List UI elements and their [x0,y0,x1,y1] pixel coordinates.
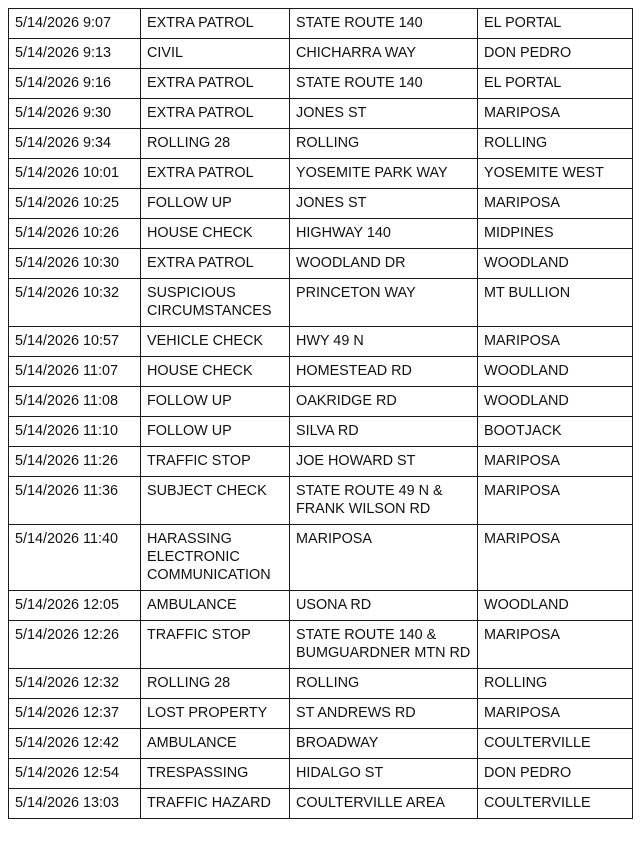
incident-datetime-cell: 5/14/2026 11:36 [9,477,141,525]
incident-type-cell: TRESPASSING [141,759,290,789]
incident-location-cell: CHICHARRA WAY [290,39,478,69]
table-row [9,9,633,39]
incident-type-cell: HARASSING ELECTRONIC COMMUNICATION [141,525,290,591]
incident-location-cell: JONES ST [290,99,478,129]
incident-city-cell: MARIPOSA [478,189,633,219]
incident-city-cell: MT BULLION [478,279,633,327]
incident-location-cell: STATE ROUTE 140 [290,69,478,99]
incident-location-cell: SILVA RD [290,417,478,447]
incident-city-cell: MARIPOSA [478,447,633,477]
incident-datetime-cell: 5/14/2026 10:32 [9,279,141,327]
table-row [9,279,633,327]
incident-type-cell: TRAFFIC HAZARD [141,789,290,819]
incident-type-cell: TRAFFIC STOP [141,621,290,669]
incident-type-cell: EXTRA PATROL [141,249,290,279]
incident-location-cell: BROADWAY [290,729,478,759]
incident-type-cell: CIVIL [141,39,290,69]
incident-location-cell: HIDALGO ST [290,759,478,789]
incident-city-cell: EL PORTAL [478,9,633,39]
incident-datetime-cell: 5/14/2026 11:40 [9,525,141,591]
incident-datetime-cell: 5/14/2026 12:42 [9,729,141,759]
incident-location-cell: OAKRIDGE RD [290,387,478,417]
table-row [9,621,633,669]
table-row [9,357,633,387]
incident-datetime-cell: 5/14/2026 9:30 [9,99,141,129]
table-row [9,69,633,99]
incident-log-body [9,9,633,819]
incident-type-cell: TRAFFIC STOP [141,447,290,477]
incident-city-cell: MIDPINES [478,219,633,249]
table-row [9,789,633,819]
incident-city-cell: MARIPOSA [478,699,633,729]
incident-city-cell: EL PORTAL [478,69,633,99]
incident-location-cell: STATE ROUTE 140 [290,9,478,39]
table-row [9,417,633,447]
incident-datetime-cell: 5/14/2026 11:07 [9,357,141,387]
incident-city-cell: ROLLING [478,669,633,699]
table-row [9,699,633,729]
incident-location-cell: HWY 49 N [290,327,478,357]
table-row [9,219,633,249]
incident-location-cell: MARIPOSA [290,525,478,591]
incident-city-cell: WOODLAND [478,249,633,279]
table-row [9,159,633,189]
incident-location-cell: STATE ROUTE 140 & BUMGUARDNER MTN RD [290,621,478,669]
incident-type-cell: HOUSE CHECK [141,219,290,249]
incident-type-cell: LOST PROPERTY [141,699,290,729]
incident-type-cell: FOLLOW UP [141,189,290,219]
incident-datetime-cell: 5/14/2026 10:01 [9,159,141,189]
incident-datetime-cell: 5/14/2026 12:54 [9,759,141,789]
table-row [9,189,633,219]
table-row [9,39,633,69]
incident-datetime-cell: 5/14/2026 10:57 [9,327,141,357]
table-row [9,759,633,789]
incident-type-cell: EXTRA PATROL [141,159,290,189]
incident-city-cell: YOSEMITE WEST [478,159,633,189]
incident-datetime-cell: 5/14/2026 10:25 [9,189,141,219]
incident-datetime-cell: 5/14/2026 12:05 [9,591,141,621]
incident-datetime-cell: 5/14/2026 10:30 [9,249,141,279]
incident-location-cell: YOSEMITE PARK WAY [290,159,478,189]
incident-datetime-cell: 5/14/2026 9:07 [9,9,141,39]
incident-location-cell: PRINCETON WAY [290,279,478,327]
table-row [9,249,633,279]
incident-type-cell: HOUSE CHECK [141,357,290,387]
incident-location-cell: HOMESTEAD RD [290,357,478,387]
incident-location-cell: HIGHWAY 140 [290,219,478,249]
incident-city-cell: DON PEDRO [478,759,633,789]
incident-city-cell: MARIPOSA [478,99,633,129]
incident-city-cell: COULTERVILLE [478,789,633,819]
table-row [9,525,633,591]
incident-city-cell: WOODLAND [478,591,633,621]
incident-city-cell: WOODLAND [478,357,633,387]
incident-type-cell: EXTRA PATROL [141,9,290,39]
incident-datetime-cell: 5/14/2026 13:03 [9,789,141,819]
table-row [9,591,633,621]
incident-city-cell: MARIPOSA [478,525,633,591]
incident-datetime-cell: 5/14/2026 9:13 [9,39,141,69]
incident-type-cell: EXTRA PATROL [141,99,290,129]
incident-type-cell: AMBULANCE [141,729,290,759]
incident-type-cell: EXTRA PATROL [141,69,290,99]
table-row [9,327,633,357]
incident-city-cell: MARIPOSA [478,477,633,525]
incident-location-cell: COULTERVILLE AREA [290,789,478,819]
incident-datetime-cell: 5/14/2026 11:10 [9,417,141,447]
table-row [9,729,633,759]
incident-datetime-cell: 5/14/2026 12:32 [9,669,141,699]
incident-location-cell: WOODLAND DR [290,249,478,279]
incident-datetime-cell: 5/14/2026 11:26 [9,447,141,477]
incident-location-cell: ROLLING [290,129,478,159]
table-row [9,129,633,159]
incident-type-cell: ROLLING 28 [141,129,290,159]
table-row [9,99,633,129]
table-row [9,669,633,699]
incident-datetime-cell: 5/14/2026 9:34 [9,129,141,159]
incident-city-cell: BOOTJACK [478,417,633,447]
incident-type-cell: FOLLOW UP [141,387,290,417]
incident-datetime-cell: 5/14/2026 12:26 [9,621,141,669]
incident-location-cell: JOE HOWARD ST [290,447,478,477]
incident-datetime-cell: 5/14/2026 12:37 [9,699,141,729]
incident-datetime-cell: 5/14/2026 10:26 [9,219,141,249]
table-row [9,447,633,477]
incident-type-cell: SUBJECT CHECK [141,477,290,525]
incident-type-cell: AMBULANCE [141,591,290,621]
table-row [9,387,633,417]
incident-city-cell: ROLLING [478,129,633,159]
incident-location-cell: USONA RD [290,591,478,621]
incident-city-cell: MARIPOSA [478,621,633,669]
incident-city-cell: WOODLAND [478,387,633,417]
incident-location-cell: ST ANDREWS RD [290,699,478,729]
incident-log-table [8,8,633,819]
incident-datetime-cell: 5/14/2026 9:16 [9,69,141,99]
incident-location-cell: JONES ST [290,189,478,219]
incident-location-cell: ROLLING [290,669,478,699]
incident-location-cell: STATE ROUTE 49 N & FRANK WILSON RD [290,477,478,525]
incident-type-cell: ROLLING 28 [141,669,290,699]
incident-type-cell: SUSPICIOUS CIRCUMSTANCES [141,279,290,327]
incident-city-cell: COULTERVILLE [478,729,633,759]
table-row [9,477,633,525]
incident-type-cell: VEHICLE CHECK [141,327,290,357]
incident-datetime-cell: 5/14/2026 11:08 [9,387,141,417]
incident-type-cell: FOLLOW UP [141,417,290,447]
incident-city-cell: MARIPOSA [478,327,633,357]
incident-city-cell: DON PEDRO [478,39,633,69]
